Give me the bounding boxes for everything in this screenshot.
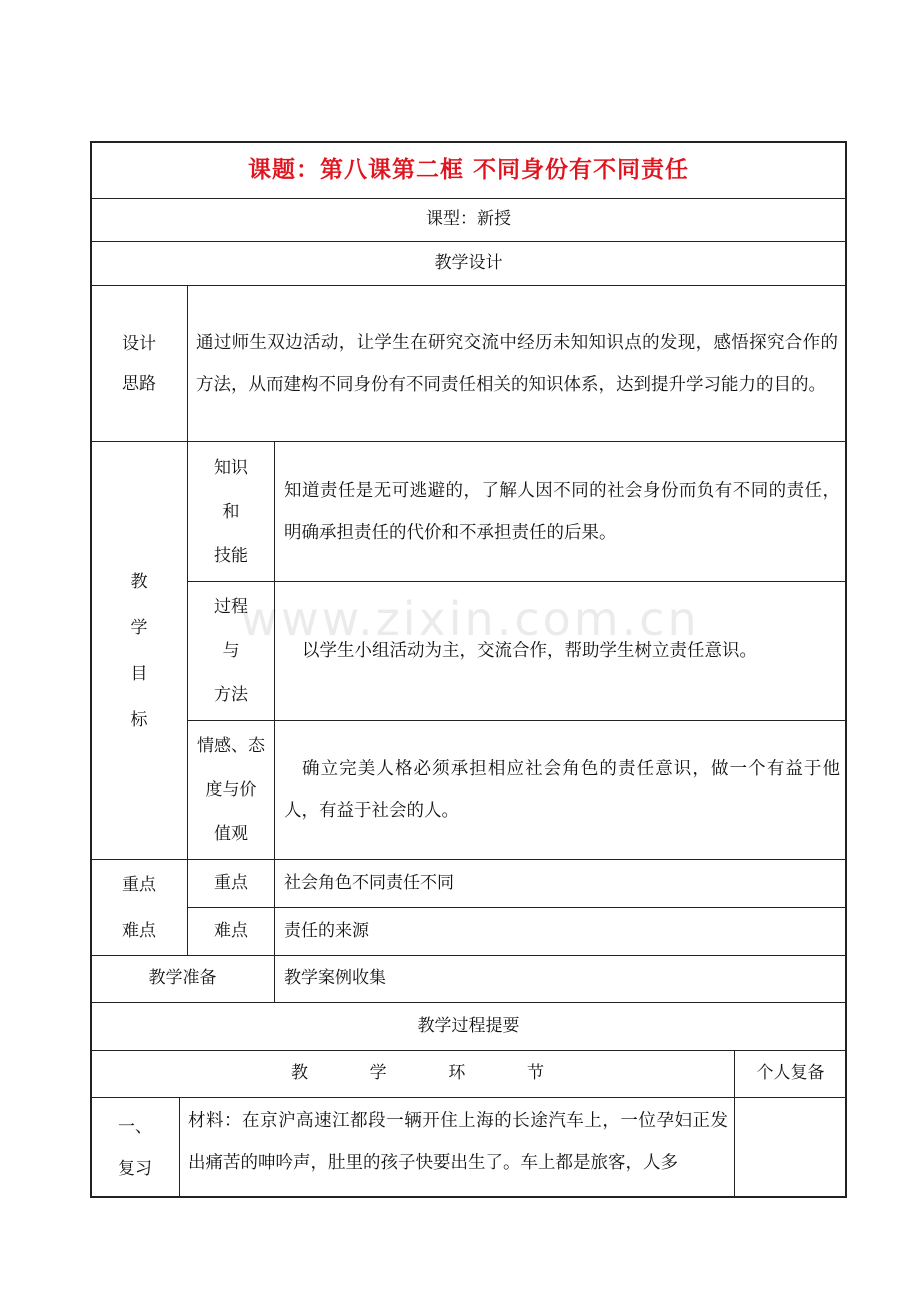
difficult-point-text: 责任的来源 bbox=[284, 920, 369, 941]
emotion-label-line: 情感、态 bbox=[197, 736, 265, 756]
objectives-label-char: 标 bbox=[130, 709, 148, 730]
watermark: www.zixin.com.cn bbox=[240, 592, 700, 646]
teaching-design-heading: 教学设计 bbox=[434, 252, 503, 273]
key-difficult-label-line2: 难点 bbox=[122, 920, 156, 941]
key-point-text: 社会角色不同责任不同 bbox=[284, 872, 454, 893]
segment-header-char: 学 bbox=[369, 1063, 387, 1084]
process-label-line: 与 bbox=[222, 641, 240, 661]
design-idea-label-line2: 思路 bbox=[122, 373, 156, 394]
column-divider bbox=[274, 441, 275, 1002]
preparation-text: 教学案例收集 bbox=[284, 968, 386, 989]
review-label bbox=[91, 1098, 179, 1197]
knowledge-label-line: 和 bbox=[222, 501, 240, 522]
review-label-line2: 复习 bbox=[118, 1158, 152, 1179]
knowledge-label-line: 技能 bbox=[214, 545, 248, 566]
column-divider bbox=[179, 1097, 180, 1197]
objectives-label-char: 学 bbox=[130, 617, 148, 638]
teaching-segments-header bbox=[91, 1051, 734, 1097]
design-idea-label bbox=[91, 286, 187, 441]
process-label-line: 过程 bbox=[214, 597, 248, 617]
process-label-line: 方法 bbox=[214, 685, 248, 705]
design-idea-text: 通过师生双边活动，让学生在研究交流中经历未知知识点的发现，感悟探究合作的方法，从而建构不同身份有不同责任相关的知识体系，达到提升学习能力的目的。 bbox=[196, 332, 838, 395]
difficult-point-label: 难点 bbox=[214, 920, 248, 941]
design-idea-label-line1: 设计 bbox=[122, 333, 156, 354]
emotion-values-text: 确立完美人格必须承担相应社会角色的责任意识，做一个有益于他人，有益于社会的人。 bbox=[284, 759, 840, 821]
preparation-label: 教学准备 bbox=[148, 968, 217, 989]
lesson-type: 课型：新授 bbox=[426, 209, 511, 230]
emotion-values-label bbox=[188, 721, 274, 859]
objectives-label-char: 目 bbox=[130, 663, 148, 684]
segment-header-char: 节 bbox=[526, 1063, 544, 1084]
lesson-title: 课题：第八课第二框 不同身份有不同责任 bbox=[247, 156, 689, 184]
teaching-objectives-label bbox=[91, 442, 187, 859]
key-point-label: 重点 bbox=[214, 872, 248, 893]
knowledge-label-line: 知识 bbox=[214, 457, 248, 478]
emotion-label-line: 度与价 bbox=[205, 780, 257, 800]
knowledge-skills-text: 知道责任是无可逃避的，了解人因不同的社会身份而负有不同的责任，明确承担责任的代价和不承担责任的后果。 bbox=[284, 480, 840, 543]
process-outline-heading: 教学过程提要 bbox=[417, 1015, 520, 1036]
segment-header-char: 教 bbox=[291, 1063, 308, 1084]
emotion-label-line: 值观 bbox=[214, 824, 248, 844]
personal-prep-header: 个人复备 bbox=[756, 1063, 825, 1084]
key-difficult-label-line1: 重点 bbox=[122, 874, 156, 895]
review-label-line1: 一、 bbox=[118, 1116, 152, 1137]
row-divider bbox=[91, 1097, 846, 1098]
knowledge-skills-label bbox=[188, 442, 274, 581]
process-methods-text: 以学生小组活动为主，交流合作，帮助学生树立责任意识。 bbox=[302, 641, 757, 661]
review-material-text: 材料：在京沪高速江都段一辆开住上海的长途汽车上，一位孕妇正发出痛苦的呻吟声，肚里的孩子快要出生了。车上都是旅客，人多 bbox=[188, 1111, 728, 1173]
objectives-label-char: 教 bbox=[130, 571, 148, 592]
process-methods-label bbox=[188, 582, 274, 720]
key-difficult-label bbox=[91, 860, 187, 955]
segment-header-char: 环 bbox=[448, 1063, 466, 1084]
